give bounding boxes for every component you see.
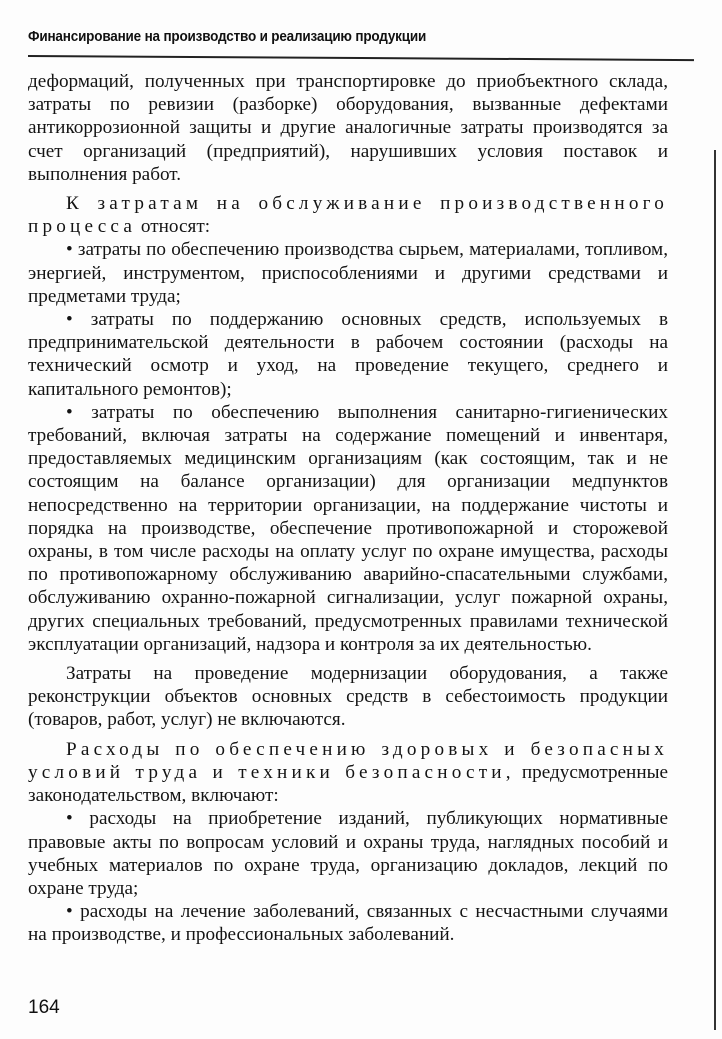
intro-tail: относят: <box>136 216 211 238</box>
bullet-text: затраты по обеспечению выполнения санитарно-гигиенических требований, включая затраты на содержание помещений и инвентаря, предоставляемых медицинским организациям (как состоящим, так и не состоящим на балансе организации) для организации медпунктов непосредственно на территории организации, на поддержание чистоты и порядка на производстве, обеспечение противопожарной и сторожевой охраны, в том числе расходы на оплату услуг по охране имущества, расходы по противопожарному обслуживанию аварийно-спасательными службами, обслуживанию охранно-пожарной сигнализации, услуг пожарной охраны, других специальных требований, предусмотренных правилами технической эксплуатации организаций, надзора и контроля за их деятельностью. <box>28 401 669 655</box>
running-head: Финансирование на производство и реализацию продукции <box>28 28 427 45</box>
bullet-text: расходы на приобретение изданий, публикующих нормативные правовые акты по вопросам условий и охраны труда, наглядных пособий и учебных материалов по охране труда, организацию докладов, лекций по охране труда; <box>28 808 669 899</box>
paragraph-continuation: деформаций, полученных при транспортировке до приобъектного склада, затраты по ревизии (разборке) оборудования, вызванные дефектами антикоррозионной защиты и другие аналогичные затраты производятся за счет организаций (предприятий), нарушивших условия поставок и выполнения работ. <box>28 71 668 185</box>
bullet-item <box>28 308 668 401</box>
bullet-icon: • <box>66 309 73 331</box>
body-text <box>28 70 668 947</box>
bullet-item <box>28 401 668 656</box>
bullet-item <box>28 238 668 308</box>
bullet-item <box>28 900 668 946</box>
bullet-icon: • <box>66 901 73 923</box>
page-edge-line <box>714 150 716 1030</box>
bullet-icon: • <box>66 239 73 261</box>
intro-tail: предусмотренные законодательством, включают: <box>28 761 668 807</box>
paragraph-modernization: Затраты на проведение модернизации оборудования, а также реконструкции объектов основных средств в себестоимость продукции (товаров, работ, услуг) не включаются. <box>28 663 668 731</box>
bullet-text: затраты по поддержанию основных средств, используемых в предпринимательской деятельности в рабочем состоянии (расходы на технический осмотр и уход, на проведение текущего, среднего и капитального ремонтов); <box>28 309 669 400</box>
bullet-text: затраты по обеспечению производства сырьем, материалами, топливом, энергией, инструментом, приспособлениями и другими средствами и предметами труда; <box>28 239 669 307</box>
paragraph-safety-costs-intro <box>28 738 668 808</box>
page-number: 164 <box>28 997 60 1018</box>
spaced-heading-process-costs: К затратам на обслуживание производственного процесса <box>28 193 668 238</box>
header-rule <box>28 55 694 61</box>
paragraph-process-costs-intro <box>28 192 668 238</box>
bullet-item <box>28 807 668 900</box>
bullet-icon: • <box>66 401 73 423</box>
spaced-heading-safety-costs: Расходы по обеспечению здоровых и безопасных условий труда и техники безопасности, <box>28 738 668 783</box>
bullet-icon: • <box>66 808 73 830</box>
bullet-text: расходы на лечение заболеваний, связанных с несчастными случаями на производстве, и профессиональных заболеваний. <box>28 901 668 946</box>
